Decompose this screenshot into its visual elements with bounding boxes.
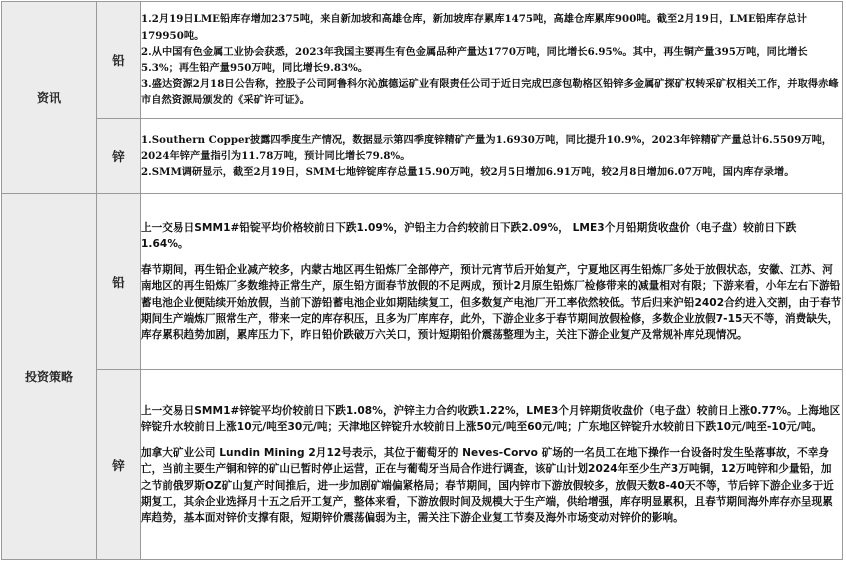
section-label-info: 资讯 — [2, 2, 97, 194]
metal-label-zinc: 锌 — [97, 370, 141, 560]
strategy-zinc-paragraph-1: 上一交易日SMM1#锌锭平均价较前日下跌1.08%，沪锌主力合约收跌1.22%，LME3个月锌期货收盘价（电子盘）较前日上涨0.77%。上海地区锌锭升水较前日上涨10元/吨至30元/吨；天津地区锌锭升水较前日上涨50元/吨至60元/吨；广东地区锌锭升水较前日下跌10元/吨至-10元/吨。 — [141, 405, 841, 434]
strategy-lead-paragraph-1: 上一交易日SMM1#铅锭平均价格较前日下跌1.09%，沪铅主力合约较前日下跌2.09%， LME3个月铅期货收盘价（电子盘）较前日下跌1.64%。 — [141, 222, 797, 251]
info-zinc-item-1: 1.Southern Copper披露四季度生产情况，数据显示第四季度锌精矿产量为1.6930万吨，同比提升10.9%，2023年锌精矿产量总计6.5509万吨，2024年锌产量指引为11.78万吨，预计同比增长79.8%。 — [141, 133, 833, 162]
info-lead-item-3: 3.盛达资源2月18日公告称，控股子公司阿鲁科尔沁旗德运矿业有限责任公司于近日完成巴彦包勒格区铅锌多金属矿探矿权转采矿权相关工作，并取得赤峰市自然资源局颁发的《采矿许可证》。 — [141, 78, 839, 107]
strategy-zinc-content — [141, 370, 843, 560]
strategy-lead-content — [141, 194, 843, 370]
metal-label-lead: 铅 — [97, 194, 141, 370]
info-lead-item-1: 1.2月19日LME铅库存增加2375吨，来自新加坡和高雄仓库，新加坡库存累库1475吨，高雄仓库累库900吨。截至2月19日，LME铅库存总计179950吨。 — [141, 13, 807, 42]
info-lead-item-2: 2.从中国有色金属工业协会获悉，2023年我国主要再生有色金属品种产量达1770万吨，同比增长6.95%。其中，再生铜产量395万吨，同比增长5.3%；再生铅产量950万吨，同比增长9.83%。 — [141, 45, 808, 74]
info-lead-row — [2, 2, 843, 119]
strategy-lead-row — [2, 194, 843, 370]
info-zinc-item-2: 2.SMM调研显示，截至2月19日，SMM七地锌锭库存总量15.90万吨，较2月5日增加6.91万吨，较2月8日增加6.07万吨，国内库存录增。 — [141, 166, 795, 179]
market-report-table — [1, 1, 843, 560]
info-zinc-row — [2, 119, 843, 194]
strategy-zinc-paragraph-2: 加拿大矿业公司 Lundin Mining 2月12号表示，其位于葡萄牙的 Neves-Corvo 矿场的一名员工在地下操作一台设备时发生坠落事故，不幸身亡，当前主要生产铜和锌的矿山已暂时停止运营，正在与葡萄牙当局合作进行调查，该矿山计划2024年至少生产3万吨铜，12万吨锌和少量铅，加之节前俄罗斯OZ矿山复产时间推后，进一步加剧矿端偏紧格局；春节期间，国内锌市下游放假较多，放假天数8-40天不等，节后锌下游企业多于近期复工，其余企业选择月十五之后开工复产，整体来看，下游放假时间及规模大于生产端，供给增强，库存明显累积，且春节期间海外库存亦呈现累库趋势，基本面对锌价支撑有限，短期锌价震荡偏弱为主，需关注下游企业复工节奏及海外市场变动对锌价的影响。 — [141, 447, 834, 524]
info-zinc-content — [141, 119, 843, 194]
strategy-zinc-row — [2, 370, 843, 560]
metal-label-lead: 铅 — [97, 2, 141, 119]
section-label-strategy: 投资策略 — [2, 194, 97, 560]
info-lead-content — [141, 2, 843, 119]
strategy-lead-paragraph-2: 春节期间，再生铅企业减产较多，内蒙古地区再生铅炼厂全部停产，预计元宵节后开始复产，宁夏地区再生铅炼厂多处于放假状态，安徽、江苏、河南地区的再生铅炼厂多数维持正常生产，原生铅方面春节放假的不足两成，预计2月原生铅炼厂检修带来的减量相对有限；下游来看，小年左右下游铅蓄电池企业便陆续开始放假，当前下游铅蓄电池企业如期陆续复工，但多数复产电池厂开工率依然较低。节后归来沪铅2402合约进入交割，由于春节期间生产端炼厂照常生产，带来一定的库存积压，且多为厂库库存，此外，下游企业多于春节期间放假检修，多数企业放假7-15天不等，消费缺失，库存累积趋势加剧，累库压力下，昨日铅价跌破万六关口，预计短期铅价震荡整理为主，关注下游企业复产及常规补库兑现情况。 — [141, 264, 842, 341]
metal-label-zinc: 锌 — [97, 119, 141, 194]
